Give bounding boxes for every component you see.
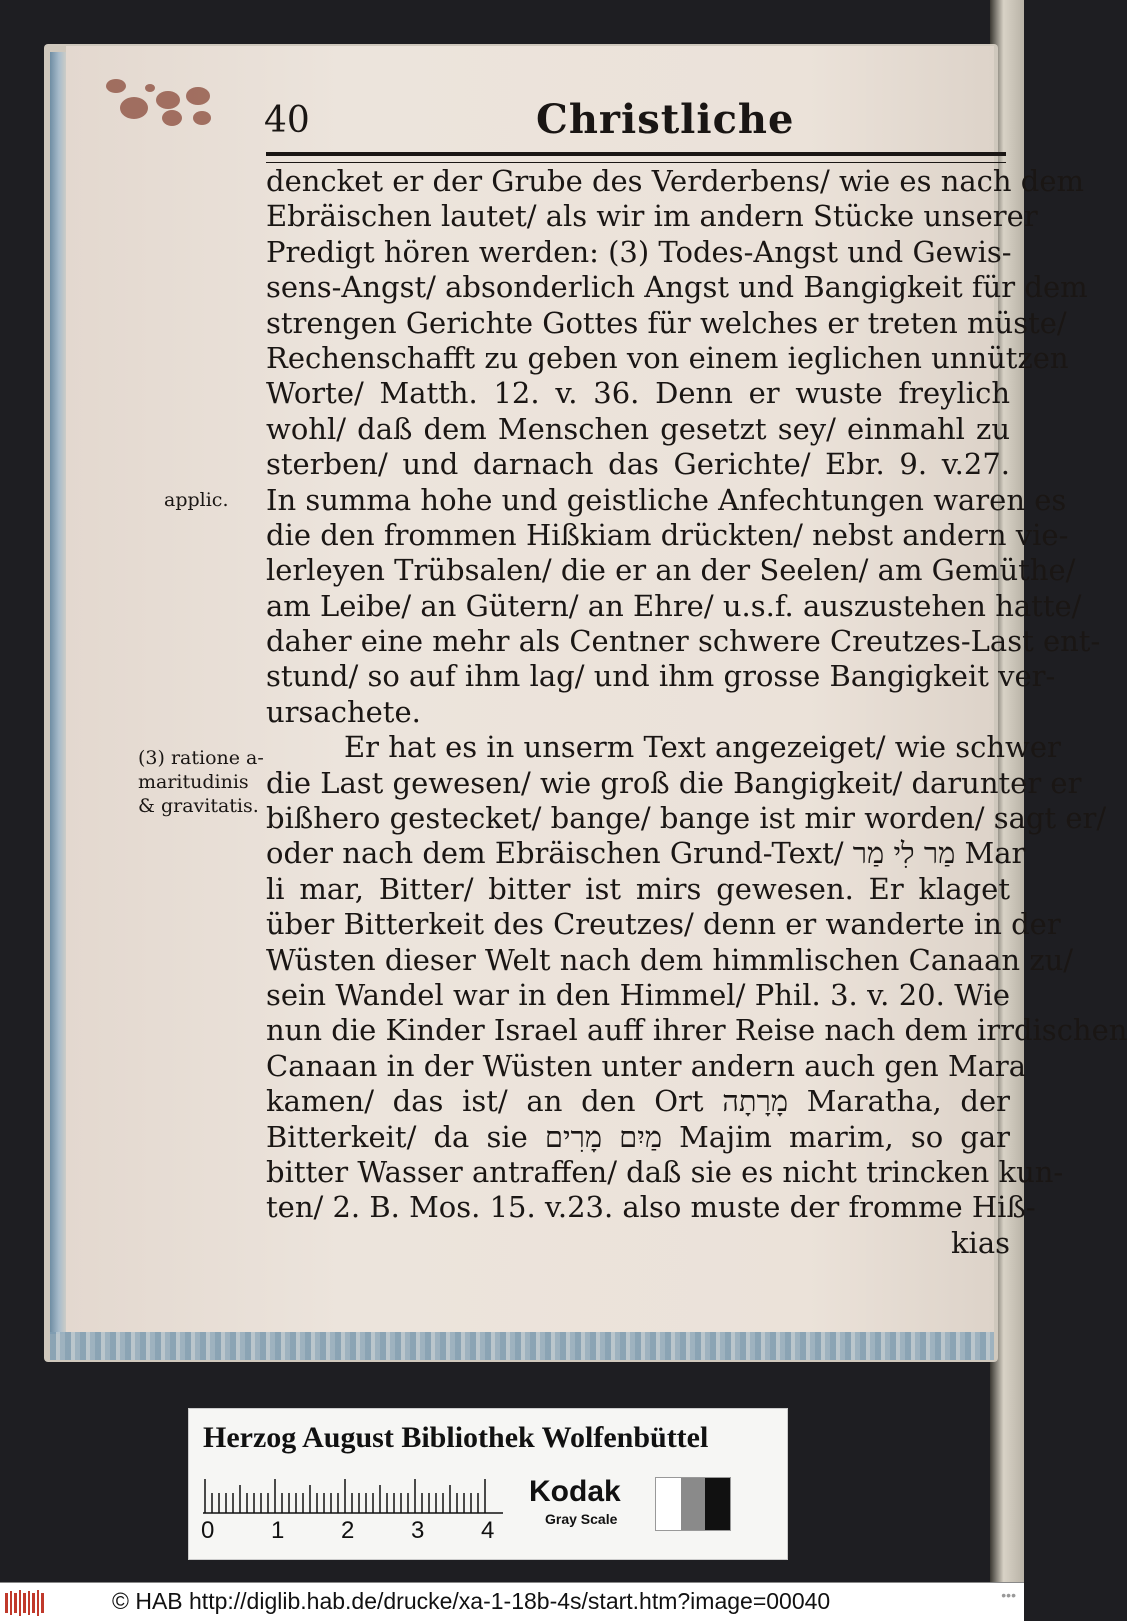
text-line: stund/ so auf ihm lag/ und ihm grosse Bangigkeit ver- <box>266 659 1056 694</box>
text-line: kamen/ das ist/ an den Ort מָרָתָה Maratha, der <box>266 1084 1010 1119</box>
text-line: über Bitterkeit des Creutzes/ denn er wanderte in der <box>266 907 1061 942</box>
text-line: Worte/ Matth. 12. v. 36. Denn er wuste freylich <box>266 376 1010 411</box>
footer-bar <box>0 1582 1024 1621</box>
text-line: die den frommen Hißkiam drückten/ nebst andern vie- <box>266 517 1069 552</box>
text-line: lerleyen Trübsalen/ die er an der Seelen/ am Gemüthe/ <box>266 553 1076 588</box>
text-line: oder nach dem Ebräischen Grund-Text/ מַר לִי מַר Mar <box>266 836 1026 871</box>
text-line: bißhero gestecket/ bange/ bange ist mir worden/ sagt er/ <box>266 801 1107 836</box>
text-line: Rechenschafft zu geben von einem ieglichen unnützen <box>266 340 1069 375</box>
text-line: Wüsten dieser Welt nach dem himmlischen Canaan zu/ <box>266 942 1074 977</box>
text-line: Er hat es in unserm Text angezeiget/ wie schwer <box>344 730 1061 765</box>
book-page <box>66 46 1127 1332</box>
hab-logo-icon <box>4 1589 46 1617</box>
text-line: am Leibe/ an Gütern/ an Ehre/ u.s.f. auszustehen hatte/ <box>266 588 1082 623</box>
header-rule <box>266 152 1006 163</box>
ruler-number: 2 <box>341 1517 355 1544</box>
ruler-number: 1 <box>271 1517 285 1544</box>
ruler-number: 3 <box>411 1517 425 1544</box>
text-line: ursachete. <box>266 694 421 729</box>
marginal-note-applic: applic. <box>164 489 229 511</box>
text-line: ten/ 2. B. Mos. 15. v.23. also muste der fromme Hiß- <box>266 1190 1036 1225</box>
page-number: 40 <box>264 100 310 141</box>
marginal-note-ratione <box>138 746 264 818</box>
ruler-scale-icon <box>203 1473 503 1519</box>
text-line: dencket er der Grube des Verderbens/ wie es nach dem <box>266 164 1085 198</box>
text-line: strengen Gerichte Gottes für welches er treten müste/ <box>266 305 1067 340</box>
library-name: Herzog August Bibliothek Wolfenbüttel <box>203 1421 709 1454</box>
marginal-note-line: maritudinis <box>138 771 249 793</box>
kodak-brand: Kodak <box>529 1475 621 1508</box>
ruler-number: 0 <box>201 1517 215 1544</box>
text-line: sens-Angst/ absonderlich Angst und Bangigkeit für dem <box>266 270 1088 305</box>
ink-stain-icon <box>100 74 220 138</box>
text-line: nun die Kinder Israel auff ihrer Reise nach dem irrdischen <box>266 1013 1127 1048</box>
body-text <box>266 164 1127 1261</box>
text-line: sein Wandel war in den Himmel/ Phil. 3. v. 20. Wie <box>266 977 1010 1012</box>
text-line: bitter Wasser antraffen/ daß sie es nicht trincken kun- <box>266 1154 1064 1189</box>
library-color-card <box>188 1408 788 1560</box>
text-line: Bitterkeit/ da sie מַיִם מָרִים Majim marim, so gar <box>266 1119 1011 1154</box>
more-options-icon[interactable]: ••• <box>1001 1587 1016 1603</box>
text-line: daher eine mehr als Centner schwere Creutzes-Last ent- <box>266 624 1101 659</box>
running-head: Christliche <box>536 96 795 143</box>
marginal-note-line: & gravitatis. <box>138 795 259 817</box>
text-line: Predigt hören werden: (3) Todes-Angst und Gewis- <box>266 234 1012 269</box>
catchword: kias <box>950 1225 1010 1260</box>
text-line: sterben/ und darnach das Gerichte/ Ebr. 9. v.27. <box>266 447 1010 482</box>
gray-scale-patches <box>655 1477 731 1531</box>
text-line: In summa hohe und geistliche Anfechtungen waren es <box>266 482 1067 517</box>
text-line: Canaan in der Wüsten unter andern auch gen Mara <box>266 1048 1027 1083</box>
text-line: Ebräischen lautet/ als wir im andern Stücke unserer <box>266 199 1038 234</box>
footer-credit-link[interactable]: © HAB http://diglib.hab.de/drucke/xa-1-18b-4s/start.htm?image=00040 <box>112 1588 831 1614</box>
marginal-note-line: (3) ratione a- <box>138 747 264 769</box>
text-line: wohl/ daß dem Menschen gesetzt sey/ einmahl zu <box>266 411 1010 446</box>
text-line: die Last gewesen/ wie groß die Bangigkeit/ darunter er <box>266 765 1082 800</box>
text-line: li mar, Bitter/ bitter ist mirs gewesen. Er klaget <box>266 871 1010 906</box>
ruler-number: 4 <box>481 1517 495 1544</box>
page-bottom-edge <box>50 1332 994 1360</box>
gray-scale-label: Gray Scale <box>545 1511 618 1527</box>
